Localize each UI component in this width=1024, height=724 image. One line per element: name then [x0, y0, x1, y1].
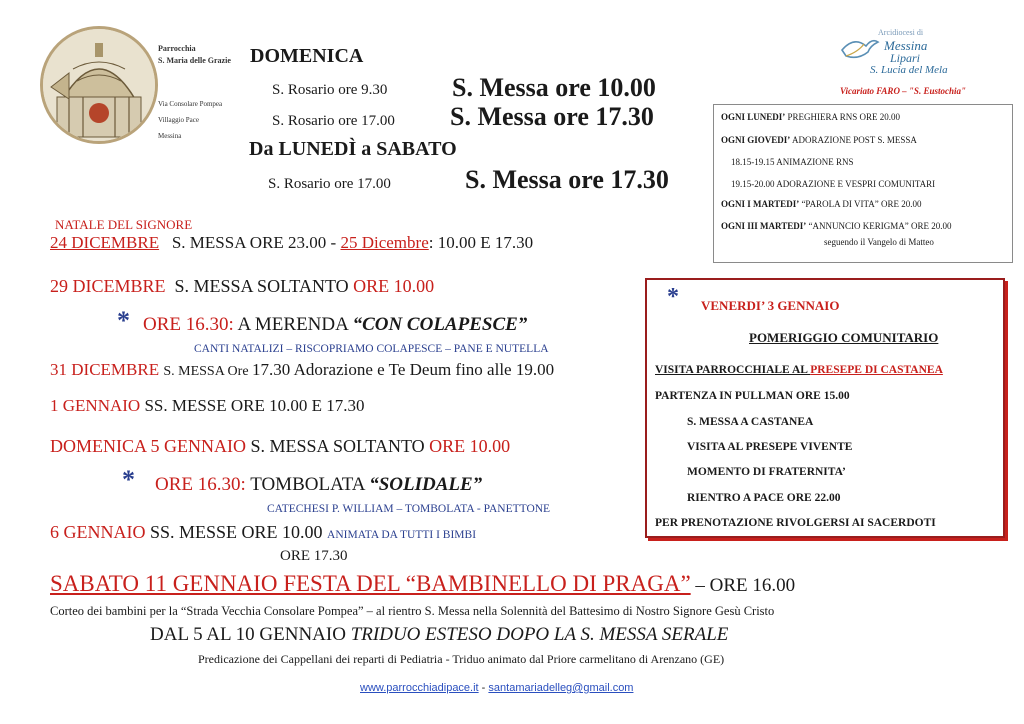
parish-address-1: Via Consolare Pompea — [158, 100, 223, 108]
event-item-4: RIENTRO A PACE ORE 22.00 — [687, 492, 841, 504]
event-visit: VISITA PARROCCHIALE AL PRESEPE DI CASTANEA — [655, 364, 943, 376]
activity-note: seguendo il Vangelo di Matteo — [824, 237, 934, 247]
event-item-2: VISITA AL PRESEPE VIVENTE — [687, 441, 853, 453]
event-booking: PER PRENOTAZIONE RIVOLGERSI AI SACERDOTI — [655, 517, 936, 529]
sunday-mass-2: S. Messa ore 17.30 — [450, 102, 654, 131]
weekday-rosary: S. Rosario ore 17.00 — [268, 176, 391, 192]
community-afternoon-box — [645, 278, 1005, 538]
dec-24-line: 24 DICEMBRE S. MESSA ORE 23.00 - 25 Dicembre: 10.00 E 17.30 — [50, 233, 534, 252]
sunday-mass-1: S. Messa ore 10.00 — [452, 73, 656, 102]
vicariato-label: Vicariato FARO – "S. Eustochia" — [840, 86, 966, 96]
website-link[interactable]: www.parrocchiadipace.it — [360, 682, 479, 694]
event-departure: PARTENZA IN PULLMAN ORE 15.00 — [655, 390, 850, 402]
triduo-line: DAL 5 AL 10 GENNAIO TRIDUO ESTESO DOPO LA S. MESSA SERALE — [150, 624, 729, 645]
jan-6-second-time: ORE 17.30 — [280, 548, 348, 564]
dec-29-line: 29 DICEMBRE S. MESSA SOLTANTO ORE 10.00 — [50, 276, 435, 296]
activity-monday: OGNI LUNEDI’ PREGHIERA RNS ORE 20.00 — [721, 112, 901, 122]
star-icon: * — [117, 306, 130, 335]
parish-name-2: S. Maria delle Grazie — [158, 56, 231, 65]
event-title: POMERIGGIO COMUNITARIO — [749, 330, 939, 345]
diocese-line-3: S. Lucia del Mela — [870, 64, 948, 76]
merenda-subtitle: CANTI NATALIZI – RISCOPRIAMO COLAPESCE – PANE E NUTELLA — [194, 343, 549, 355]
diocese-label: Arcidiocesi di — [878, 28, 924, 37]
parish-address-2: Villaggio Pace — [158, 116, 199, 124]
diocese-line-2: Lipari — [890, 51, 921, 65]
weekday-mass: S. Messa ore 17.30 — [465, 165, 669, 194]
jan-1-line: 1 GENNAIO SS. MESSE ORE 10.00 E 17.30 — [50, 396, 365, 415]
weekly-activities-box — [713, 104, 1013, 263]
weekday-title: Da LUNEDÌ a SABATO — [249, 138, 457, 160]
activity-thursday: OGNI GIOVEDI’ ADORAZIONE POST S. MESSA — [721, 135, 917, 145]
event-item-1: S. MESSA A CASTANEA — [687, 416, 814, 428]
jan-6-line: 6 GENNAIO SS. MESSE ORE 10.00 ANIMATA DA TUTTI I BIMBI — [50, 522, 477, 542]
footer: www.parrocchiadipace.it - santamariadelleg@gmail.com — [360, 682, 634, 694]
sunday-rosary-2: S. Rosario ore 17.00 — [272, 113, 395, 129]
parish-logo — [40, 26, 250, 144]
preaching-line: Predicazione dei Cappellani dei reparti di Pediatria - Triduo animato dal Priore carmelitano di Arenzano (GE) — [198, 652, 725, 666]
parish-address-3: Messina — [158, 132, 182, 140]
email-link[interactable]: santamariadelleg@gmail.com — [488, 682, 634, 694]
dove-icon — [840, 32, 880, 62]
tombola-subtitle: CATECHESI P. WILLIAM – TOMBOLATA - PANETTONE — [267, 503, 551, 515]
diocese-logo — [840, 26, 990, 96]
jan-5-line: DOMENICA 5 GENNAIO S. MESSA SOLTANTO ORE 10.00 — [50, 436, 511, 456]
star-icon: * — [667, 284, 679, 310]
church-dome-image — [40, 26, 158, 144]
star-icon: * — [122, 465, 135, 494]
parish-name-1: Parrocchia — [158, 44, 196, 53]
event-item-3: MOMENTO DI FRATERNITA’ — [687, 466, 846, 478]
diocese-line-1: Messina — [884, 38, 928, 53]
festa-description: Corteo dei bambini per la “Strada Vecchia Consolare Pompea” – al rientro S. Messa nella Solennità del Battesimo di Nostro Signore Gesù Cristo — [50, 604, 775, 618]
dec-31-line: 31 DICEMBRE S. MESSA Ore 17.30 Adorazione e Te Deum fino alle 19.00 — [50, 360, 555, 379]
sunday-title: DOMENICA — [250, 45, 364, 67]
activity-first-tuesday: OGNI I MARTEDI’ “PAROLA DI VITA” ORE 20.00 — [721, 199, 922, 209]
activity-adoration: 19.15-20.00 ADORAZIONE E VESPRI COMUNITARI — [731, 179, 936, 189]
sunday-rosary-1: S. Rosario ore 9.30 — [272, 82, 388, 98]
activity-third-tuesday: OGNI III MARTEDI’ “ANNUNCIO KERIGMA” ORE 20.00 — [721, 221, 952, 231]
tombola-line: ORE 16.30: TOMBOLATA “SOLIDALE” — [155, 474, 483, 495]
merenda-line: ORE 16.30: A MERENDA “CON COLAPESCE” — [143, 314, 528, 335]
christmas-header: NATALE DEL SIGNORE — [55, 217, 193, 232]
festa-line: SABATO 11 GENNAIO FESTA DEL “BAMBINELLO DI PRAGA” – ORE 16.00 — [50, 571, 796, 596]
event-date: VENERDI’ 3 GENNAIO — [701, 298, 840, 313]
activity-rns: 18.15-19.15 ANIMAZIONE RNS — [731, 157, 854, 167]
